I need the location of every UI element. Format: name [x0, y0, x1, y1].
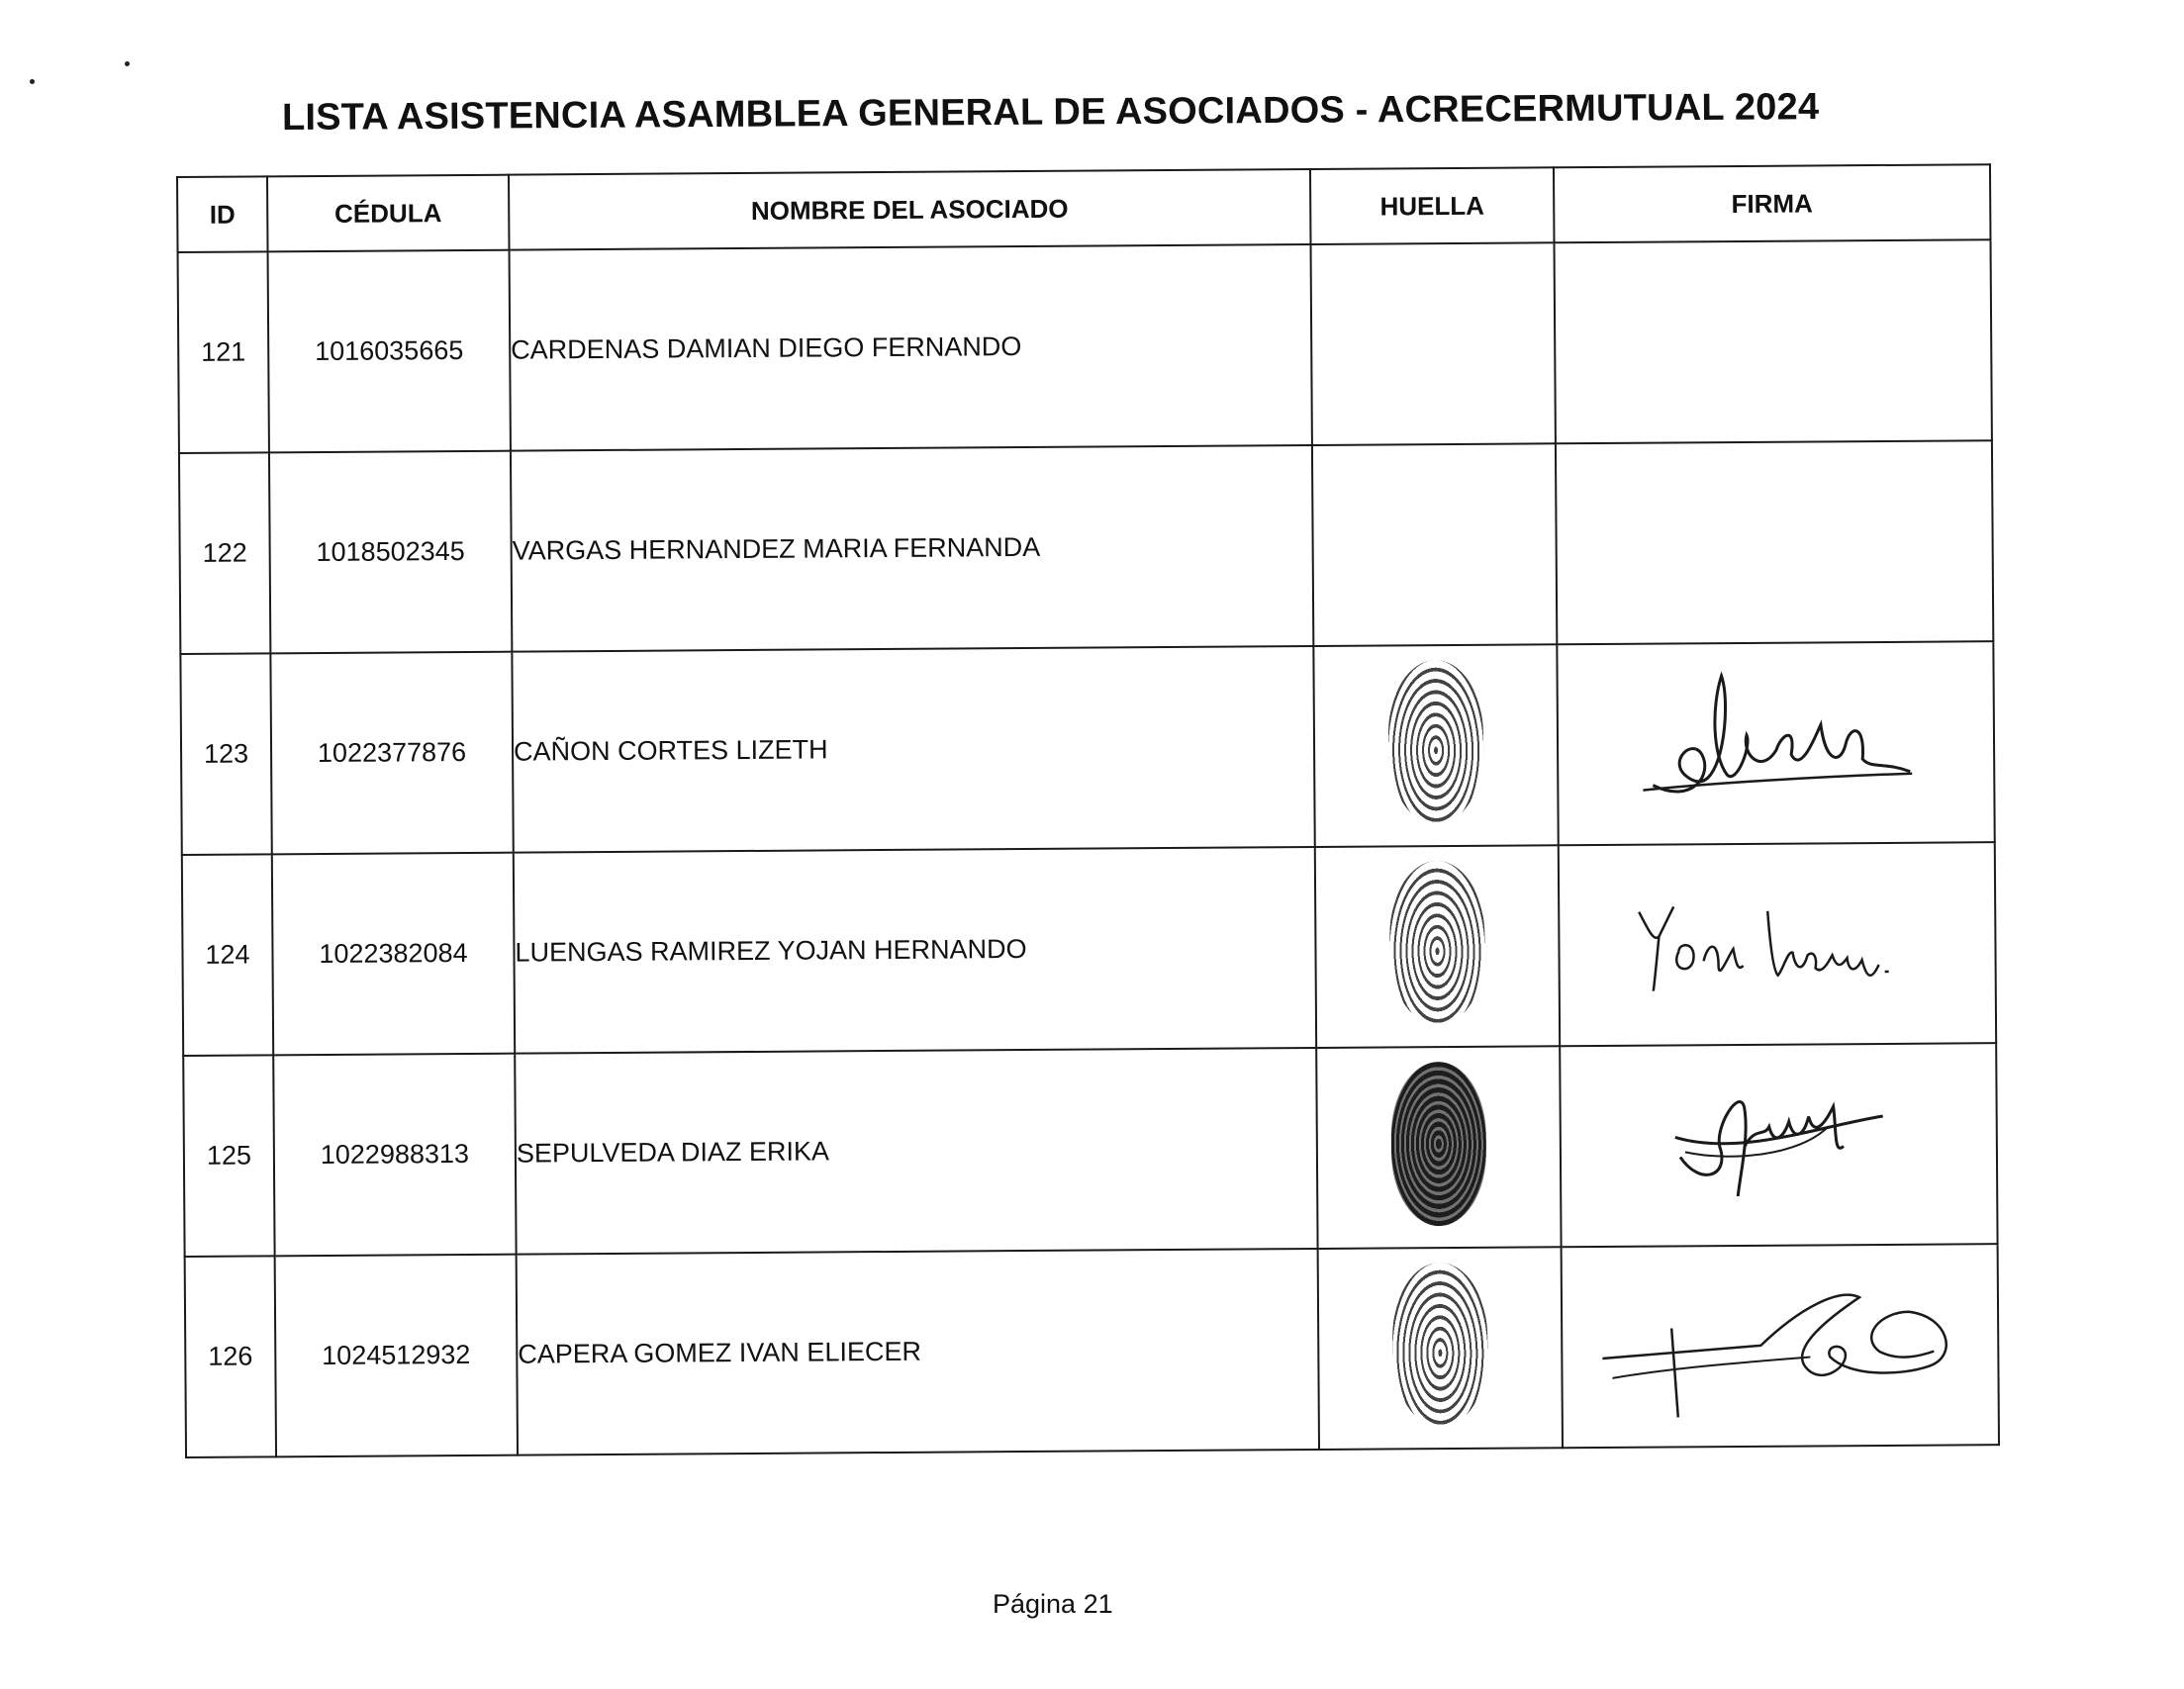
cell-huella: [1318, 1247, 1563, 1450]
table-row: [182, 842, 1996, 1056]
header-id: ID: [177, 176, 268, 252]
header-huella: HUELLA: [1310, 167, 1555, 244]
cell-huella: [1316, 1046, 1561, 1249]
page-number: Página 21: [993, 1589, 1113, 1619]
cell-huella: [1315, 845, 1560, 1048]
header-cedula: CÉDULA: [267, 175, 510, 252]
signature-icon: [1591, 1257, 1968, 1428]
cell-id: 124: [182, 854, 273, 1056]
fingerprint-icon: [1387, 660, 1483, 825]
signature-icon: [1619, 881, 1937, 1001]
cell-firma: [1560, 1043, 1997, 1247]
cell-id: 121: [178, 251, 269, 453]
cell-cedula: 1022988313: [273, 1054, 516, 1257]
table-header-row: [177, 164, 1990, 252]
cell-huella: [1313, 644, 1558, 847]
attendance-table: [176, 163, 2000, 1458]
cell-cedula: 1024512932: [275, 1255, 518, 1457]
cell-nombre: CAPERA GOMEZ IVAN ELIECER: [517, 1249, 1319, 1455]
cell-firma: [1555, 239, 1992, 443]
cell-id: 126: [185, 1256, 276, 1457]
table-row: [183, 1043, 1997, 1257]
cell-nombre: SEPULVEDA DIAZ ERIKA: [515, 1048, 1317, 1255]
attendance-sheet: [176, 163, 2000, 1458]
cell-huella: [1312, 443, 1557, 646]
fingerprint-icon: [1389, 861, 1485, 1026]
header-nombre: NOMBRE DEL ASOCIADO: [509, 169, 1311, 250]
signature-icon: [1632, 665, 1920, 815]
cell-huella: [1311, 242, 1556, 445]
scan-speck: [30, 79, 35, 84]
header-firma: FIRMA: [1554, 164, 1991, 242]
cell-id: 122: [179, 452, 270, 654]
cell-id: 125: [183, 1055, 274, 1257]
signature-icon: [1660, 1067, 1898, 1217]
cell-cedula: 1016035665: [268, 250, 511, 453]
page-title: LISTA ASISTENCIA ASAMBLEA GENERAL DE ASOCIADOS - ACRECERMUTUAL 2024: [281, 86, 1820, 139]
cell-nombre: CARDENAS DAMIAN DIEGO FERNANDO: [510, 244, 1312, 451]
fingerprint-icon: [1392, 1263, 1488, 1428]
cell-firma: [1556, 440, 1993, 644]
cell-cedula: 1018502345: [269, 451, 512, 654]
cell-cedula: 1022377876: [270, 652, 513, 855]
cell-firma: [1557, 641, 1994, 845]
cell-cedula: 1022382084: [272, 853, 515, 1056]
table-row: [178, 239, 1992, 453]
cell-firma: [1562, 1244, 1999, 1448]
cell-nombre: CAÑON CORTES LIZETH: [512, 646, 1314, 853]
cell-id: 123: [180, 653, 271, 855]
table-row: [180, 641, 1994, 855]
fingerprint-icon: [1390, 1062, 1486, 1227]
cell-nombre: LUENGAS RAMIREZ YOJAN HERNANDO: [514, 847, 1316, 1054]
cell-firma: [1559, 842, 1996, 1046]
table-row: [179, 440, 1993, 654]
table-row: [185, 1244, 1999, 1457]
cell-nombre: VARGAS HERNANDEZ MARIA FERNANDA: [511, 445, 1313, 652]
scan-speck: [125, 61, 130, 66]
